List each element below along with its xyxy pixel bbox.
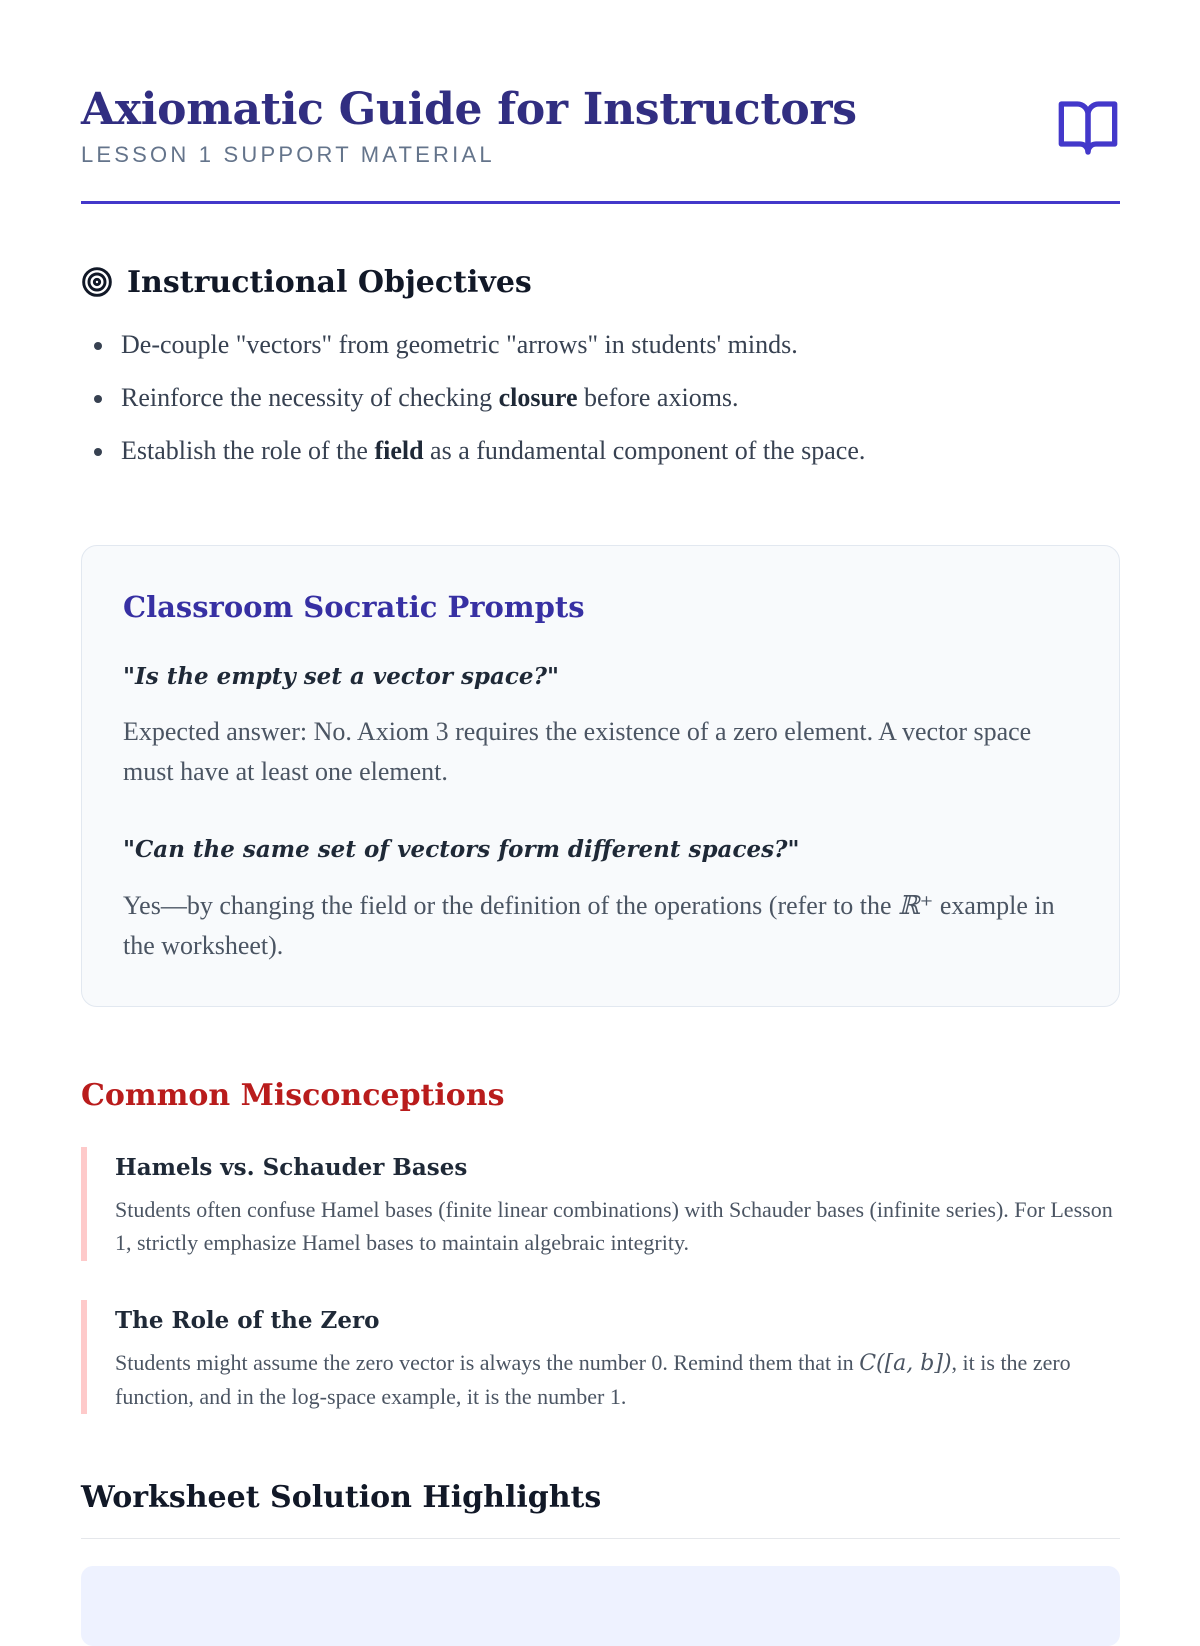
socratic-title: Classroom Socratic Prompts [123,590,585,624]
misconception-heading: The Role of the Zero [115,1307,380,1334]
prompt-answer: Expected answer: No. Axiom 3 requires the existence of a zero element. A vector space must have at least one element. [123,717,1032,786]
objective-item: Establish the role of the field as a fundamental component of the space. [81,432,1120,470]
misconception-heading: Hamels vs. Schauder Bases [115,1154,468,1181]
prompt-question: "Is the empty set a vector space?" [123,663,559,690]
objectives-list [81,326,1120,485]
emphasis-field: field [374,436,424,465]
worksheet-highlight-card [81,1566,1120,1646]
worksheet-title: Worksheet Solution Highlights [81,1480,1120,1539]
misconception-body: Students often confuse Hamel bases (finite linear combinations) with Schauder bases (infinite series). For Lesson 1, strictly emphasize Hamel bases to maintain algebraic integrity. [115,1197,1113,1255]
emphasis-closure: closure [498,383,578,412]
target-icon [81,266,113,298]
prompt-question: "Can the same set of vectors form different spaces?" [123,836,800,863]
math-c-ab: C([a, b]) [859,1351,952,1376]
math-r-plus: ℝ⁺ [898,891,934,921]
prompt-answer: Yes—by changing the field or the definition of the operations (refer to the ℝ⁺ example in the worksheet). [123,891,1055,960]
page-subtitle: LESSON 1 SUPPORT MATERIAL [81,142,495,167]
misconception-item [81,1147,1120,1261]
misconception-body: Students might assume the zero vector is always the number 0. Remind them that in C([a, b]), it is the zero function, and in the log-space example, it is the number 1. [115,1350,1071,1409]
book-open-icon [1056,96,1120,160]
objectives-header [81,260,532,304]
misconceptions-title: Common Misconceptions [81,1078,505,1113]
objectives-title: Instructional Objectives [127,264,532,300]
objective-item: De-couple "vectors" from geometric "arrows" in students' minds. [81,326,1120,364]
page-title: Axiomatic Guide for Instructors [81,84,857,135]
socratic-prompts-card [81,545,1120,1007]
misconception-item [81,1300,1120,1414]
objective-item: Reinforce the necessity of checking closure before axioms. [81,379,1120,417]
page-header [81,82,1120,204]
